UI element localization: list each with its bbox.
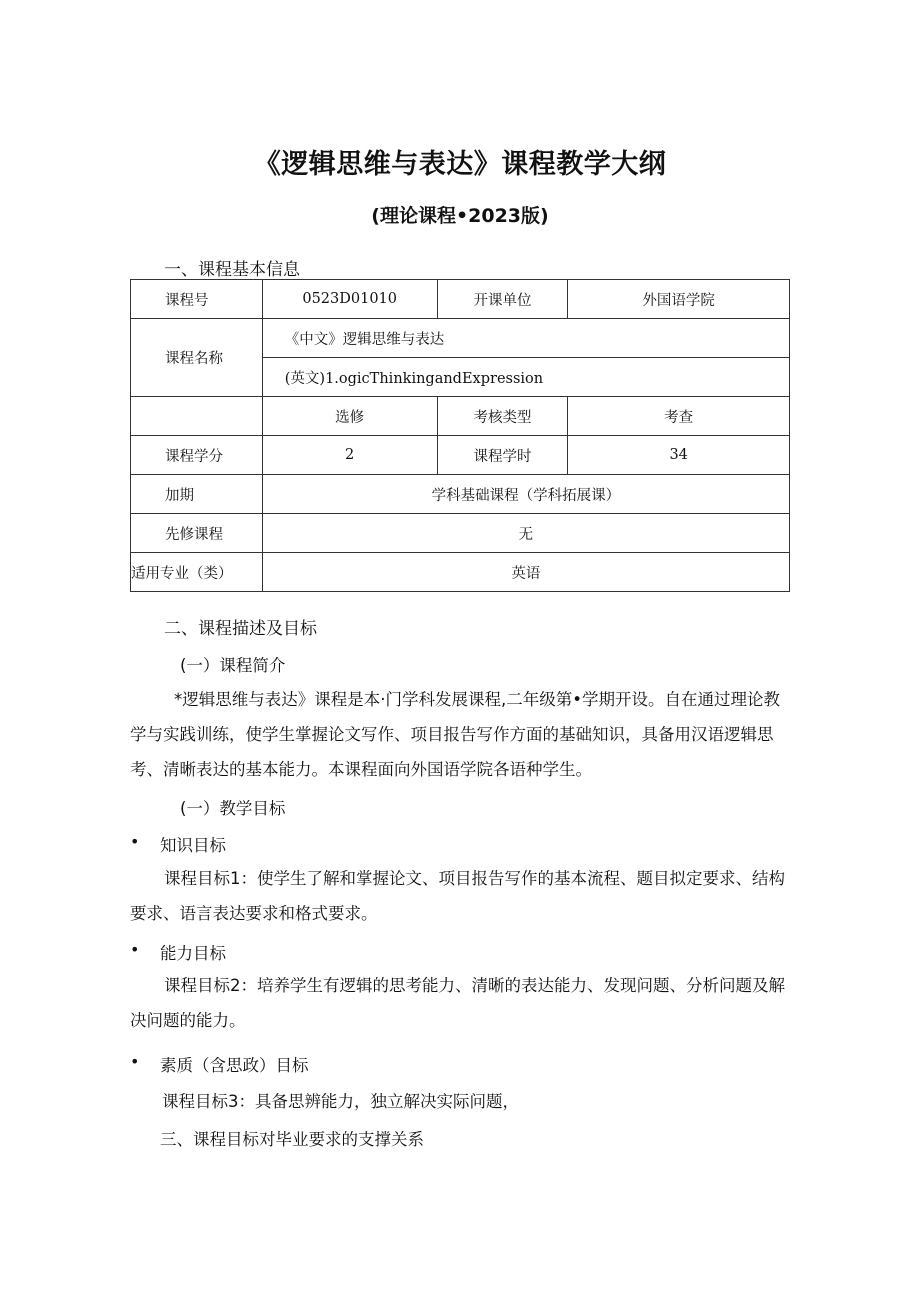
section-heading-description: 二、课程描述及目标 [164,619,317,639]
section-heading-support: 三、课程目标对毕业要求的支撑关系 [160,1130,424,1149]
goal-heading-knowledge: 知识目标 [160,836,226,855]
goal-heading-quality: 素质（含思政）目标 [160,1056,309,1075]
bullet-icon: • [130,832,140,851]
course-intro-paragraph: *逻辑思维与表达》课程是本·门学科发展课程,二年级第•学期开设。自在通过理论教学与实践训练，使学生掌握论文写作、项目报告写作方面的基础知识，具备用汉语逻辑思考、清晰表达的基本能力。本课程面向外国语学院各语种学生。 [130,690,780,779]
table-row [131,397,790,436]
offering-unit-label: 开课单位 [437,280,568,319]
empty-cell [131,397,263,436]
credit-label: 课程学分 [131,436,263,475]
applicable-major-value: 英语 [262,553,789,592]
subheading-teaching-goals: (一）教学目标 [180,799,286,818]
table-row [131,553,790,592]
exam-type-label: 考核类型 [437,397,568,436]
section-heading-basic-info: 一、课程基本信息 [164,260,300,280]
document-title: 《逻辑思维与表达》课程教学大纲 [253,149,667,180]
document-subtitle: (理论课程•2023版) [371,205,549,227]
hours-label: 课程学时 [437,436,568,475]
goal-text-2: 课程目标2：培养学生有逻辑的思考能力、清晰的表达能力、发现问题、分析问题及解决问题的能力。 [130,976,785,1030]
subheading-course-intro: (一）课程简介 [180,656,286,675]
goal-text-3: 课程目标3：具备思辨能力，独立解决实际问题， [162,1092,519,1111]
goal-text-1: 课程目标1：使学生了解和掌握论文、项目报告写作的基本流程、题目拟定要求、结构要求、语言表达要求和格式要求。 [130,869,785,923]
course-category-label: 加期 [131,475,263,514]
course-number-label: 课程号 [131,280,263,319]
table-row [131,475,790,514]
hours-value: 34 [568,436,790,475]
course-category-value: 学科基础课程（学科拓展课） [262,475,789,514]
table-row [131,514,790,553]
exam-type-value: 考查 [568,397,790,436]
table-row [131,280,790,319]
course-number-value: 0523D01010 [262,280,437,319]
prerequisite-label: 先修课程 [131,514,263,553]
bullet-icon: • [130,1052,140,1071]
goal-heading-ability: 能力目标 [160,944,226,963]
course-info-table [130,279,790,592]
bullet-icon: • [130,940,140,959]
course-name-english: (英文)1.ogicThinkingandExpression [262,358,789,397]
credit-value: 2 [262,436,437,475]
course-name-chinese: 《中文》逻辑思维与表达 [262,319,789,358]
offering-unit-value: 外国语学院 [568,280,790,319]
course-name-label: 课程名称 [131,319,263,397]
table-row [131,319,790,358]
prerequisite-value: 无 [262,514,789,553]
applicable-major-label: 适用专业（类） [131,553,263,592]
table-row [131,436,790,475]
course-nature-value: 选修 [262,397,437,436]
